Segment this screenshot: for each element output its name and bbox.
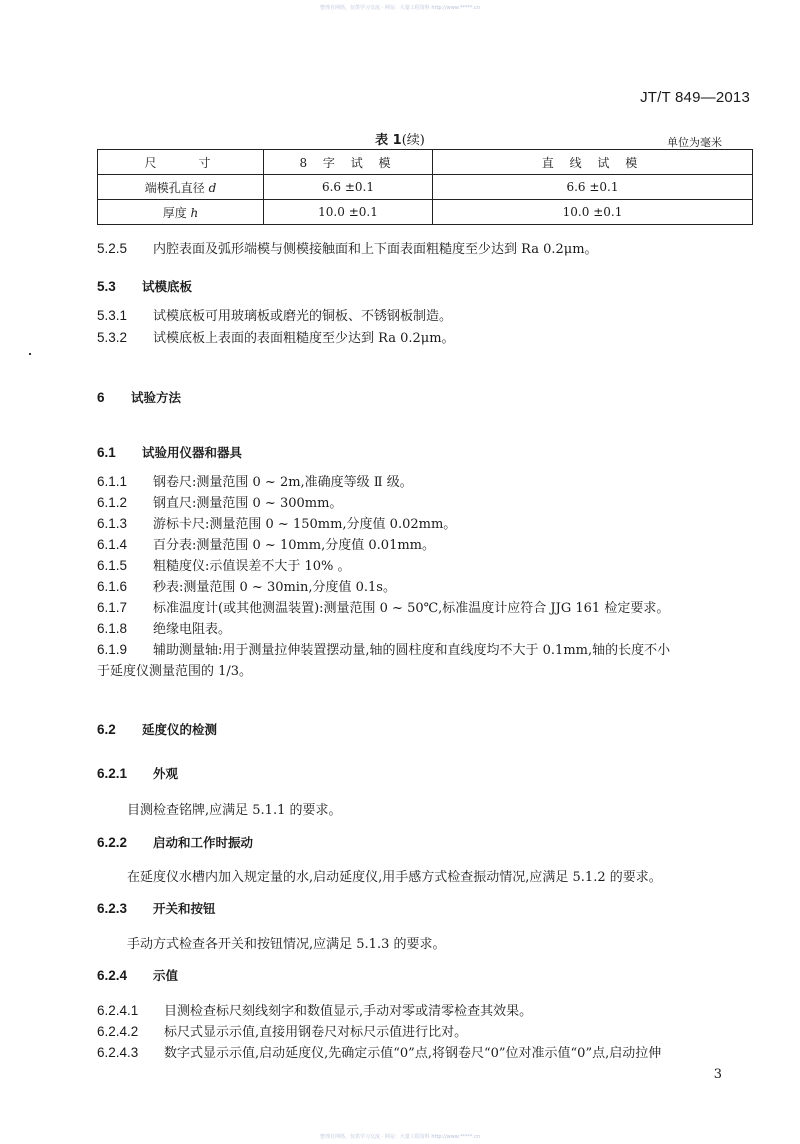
clause-number: 6.2.4.3	[97, 1045, 139, 1060]
clause-number: 6.2.4	[97, 968, 128, 983]
row-symbol: h	[190, 205, 199, 220]
clause-text: 内腔表面及弧形端模与侧模接触面和上下面表面粗糙度至少达到 Ra 0.2μm。	[153, 242, 598, 257]
heading-6-2-4	[97, 966, 178, 984]
clause-heading: 试模底板	[142, 279, 193, 294]
clause-6-1-5	[97, 555, 351, 574]
clause-6-1-1	[97, 471, 413, 490]
page-number: 3	[713, 1067, 722, 1082]
table-row	[98, 200, 753, 225]
clause-number: 5.3.1	[97, 308, 128, 323]
clause-5-3-1	[97, 305, 452, 324]
heading-6	[97, 388, 181, 406]
clause-6-1-6	[97, 576, 396, 595]
clause-text: 百分表:测量范围 0 ~ 10mm,分度值 0.01mm。	[153, 538, 436, 553]
table-row	[98, 175, 753, 200]
clause-number: 6.2.4.2	[97, 1024, 139, 1039]
table-header-row	[98, 150, 753, 175]
clause-heading: 试验用仪器和器具	[142, 445, 243, 460]
clause-number: 6.2.2	[97, 835, 128, 850]
row-symbol: d	[208, 180, 217, 195]
scan-speck	[29, 353, 31, 355]
table-cell: 10.0 ±0.1	[264, 200, 433, 225]
clause-text: 试模底板上表面的表面粗糙度至少达到 Ra 0.2μm。	[153, 331, 455, 346]
clause-number: 6.1.7	[97, 600, 128, 615]
clause-6-1-9	[97, 639, 670, 658]
clause-number: 5.2.5	[97, 241, 128, 256]
paragraph-6-2-3: 手动方式检查各开关和按钮情况,应满足 5.1.3 的要求。	[127, 937, 446, 952]
clause-number: 6.1.9	[97, 642, 128, 657]
clause-number: 5.3	[97, 279, 116, 294]
clause-number: 6.2.4.1	[97, 1003, 139, 1018]
table-cell-label	[98, 200, 264, 225]
clause-6-2-4-3	[97, 1042, 661, 1061]
table-header-cell: 尺 寸	[98, 150, 264, 175]
clause-text: 标尺式显示示值,直接用钢卷尺对标尺示值进行比对。	[164, 1025, 468, 1040]
clause-number: 6	[97, 390, 105, 405]
table-cell: 10.0 ±0.1	[433, 200, 753, 225]
table-caption-suffix: (续)	[401, 133, 425, 148]
clause-number: 6.1.1	[97, 474, 128, 489]
clause-6-1-9-continued	[97, 660, 252, 679]
clause-6-2-4-1	[97, 1000, 532, 1019]
standard-number: JT/T 849—2013	[640, 89, 750, 106]
table-cell: 6.6 ±0.1	[264, 175, 433, 200]
clause-number: 5.3.2	[97, 330, 128, 345]
paragraph-6-2-2: 在延度仪水槽内加入规定量的水,启动延度仪,用手感方式检查振动情况,应满足 5.1.2 的要求。	[127, 870, 662, 885]
clause-number: 6.1	[97, 445, 116, 460]
chapter-heading: 试验方法	[131, 390, 182, 405]
clause-heading: 开关和按钮	[153, 901, 216, 916]
row-label: 厚度	[162, 205, 191, 220]
clause-heading: 示值	[153, 968, 179, 983]
clause-5-3-2	[97, 327, 455, 346]
clause-heading: 延度仪的检测	[142, 722, 218, 737]
clause-6-1-2	[97, 492, 342, 511]
clause-text: 标准温度计(或其他测温装置):测量范围 0 ~ 50℃,标准温度计应符合 JJG 161 检定要求。	[153, 601, 670, 616]
heading-6-2	[97, 720, 217, 738]
clause-6-1-3	[97, 513, 456, 532]
clause-text: 钢直尺:测量范围 0 ~ 300mm。	[153, 496, 343, 511]
clause-text: 游标卡尺:测量范围 0 ~ 150mm,分度值 0.02mm。	[153, 517, 457, 532]
clause-heading: 启动和工作时振动	[153, 835, 254, 850]
clause-number: 6.1.2	[97, 495, 128, 510]
clause-6-1-7	[97, 597, 669, 616]
table-cell-label	[98, 175, 264, 200]
clause-text: 绝缘电阻表。	[153, 622, 232, 637]
heading-6-1	[97, 443, 242, 461]
row-label: 端模孔直径	[144, 180, 209, 195]
watermark-top: 整理自网络，仅供学习交流 · 网站：大量工程资料 http://www.*****.cn	[319, 5, 481, 11]
clause-number: 6.1.6	[97, 579, 128, 594]
clause-number: 6.1.3	[97, 516, 128, 531]
clause-6-2-4-2	[97, 1021, 467, 1040]
table-caption-label: 表 1	[375, 133, 402, 148]
clause-text: 数字式显示示值,启动延度仪,先确定示值“0”点,将钢卷尺“0”位对准示值“0”点,启动拉伸	[164, 1046, 662, 1061]
clause-text: 秒表:测量范围 0 ~ 30min,分度值 0.1s。	[153, 580, 396, 595]
clause-number: 6.2	[97, 722, 116, 737]
clause-text: 辅助测量轴:用于测量拉伸装置摆动量,轴的圆柱度和直线度均不大于 0.1mm,轴的长度不小	[153, 643, 671, 658]
clause-number: 6.1.8	[97, 621, 128, 636]
clause-text: 粗糙度仪:示值误差不大于 10% 。	[153, 559, 351, 574]
clause-heading: 外观	[153, 766, 179, 781]
clause-number: 6.1.5	[97, 558, 128, 573]
table-header-cell: 8 字 试 模	[264, 150, 433, 175]
clause-text: 于延度仪测量范围的 1/3。	[97, 664, 253, 679]
heading-6-2-2	[97, 833, 253, 851]
clause-5-2-5	[97, 238, 598, 257]
clause-number: 6.2.1	[97, 766, 128, 781]
table-unit: 单位为毫米	[667, 136, 722, 149]
clause-6-1-4	[97, 534, 435, 553]
heading-6-2-3	[97, 899, 216, 917]
clause-text: 钢卷尺:测量范围 0 ~ 2m,准确度等级 Ⅱ 级。	[153, 475, 413, 490]
dimension-table	[97, 149, 753, 225]
clause-text: 目测检查标尺刻线刻字和数值显示,手动对零或清零检查其效果。	[164, 1004, 533, 1019]
heading-6-2-1	[97, 764, 178, 782]
clause-text: 试模底板可用玻璃板或磨光的铜板、不锈钢板制造。	[153, 309, 453, 324]
clause-number: 6.2.3	[97, 901, 128, 916]
watermark-bottom: 整理自网络，仅供学习交流 · 网站：大量工程资料 http://www.*****.cn	[319, 1134, 481, 1140]
clause-6-1-8	[97, 618, 231, 637]
heading-5-3	[97, 277, 192, 295]
table-cell: 6.6 ±0.1	[433, 175, 753, 200]
paragraph-6-2-1: 目测检查铭牌,应满足 5.1.1 的要求。	[127, 803, 342, 818]
table-header-cell: 直 线 试 模	[433, 150, 753, 175]
clause-number: 6.1.4	[97, 537, 128, 552]
